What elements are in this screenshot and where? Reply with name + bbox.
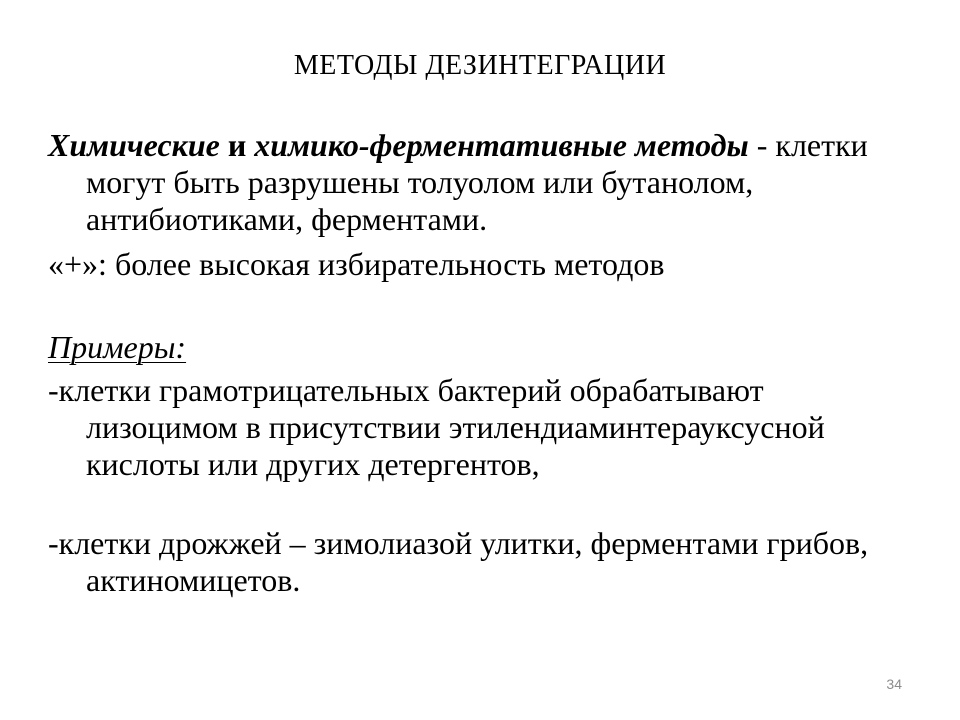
paragraph-advantage: «+»: более высокая избирательность методов xyxy=(48,246,665,282)
conjunction: и xyxy=(219,127,255,163)
paragraph-chemical-methods xyxy=(48,127,918,238)
example-gram-negative: -клетки грамотрицательных бактерий обрабатывают лизоцимом в присутствии этилендиаминтерауксусной кислоты или других детергентов, xyxy=(48,372,825,482)
examples-heading-text: Примеры: xyxy=(48,329,187,365)
slide-body xyxy=(48,127,918,599)
examples-heading xyxy=(48,329,918,366)
example-yeast: -клетки дрожжей – зимолиазой улитки, ферментами грибов, актиномицетов. xyxy=(48,525,869,598)
page-number: 34 xyxy=(886,676,902,692)
term-chemo-enzymatic: химико-ферментативные методы xyxy=(254,127,749,163)
term-chemical: Химические xyxy=(48,127,220,163)
slide-title: МЕТОДЫ ДЕЗИНТЕГРАЦИИ xyxy=(293,50,667,81)
paragraph-description: - клетки могут быть разрушены толуолом или бутанолом, антибиотиками, ферментами. xyxy=(86,127,868,237)
